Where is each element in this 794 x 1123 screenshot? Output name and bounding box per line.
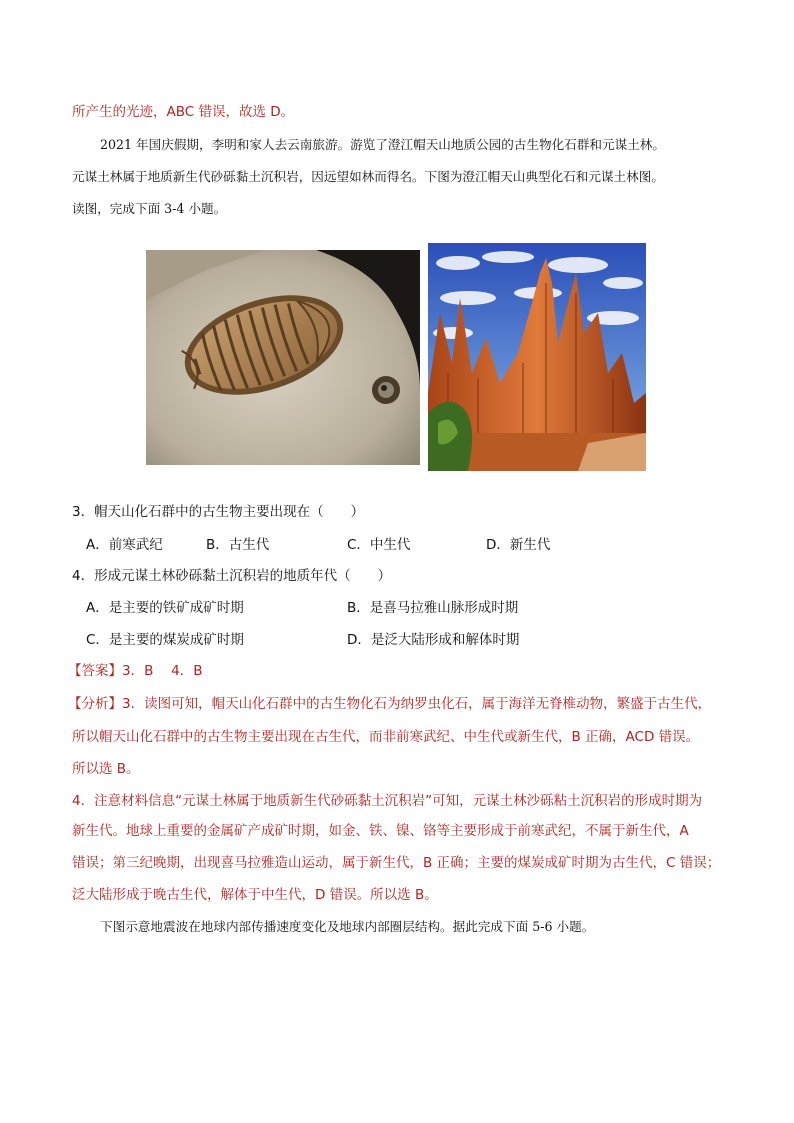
q3-option-c: C．中生代	[347, 537, 411, 553]
q4-stem: 4．形成元谋土林砂砾黏土沉积岩的地质年代（ ）	[72, 568, 392, 584]
q4-option-d: D．是泛大陆形成和解体时期	[347, 632, 520, 648]
analysis-line-6: 错误；第三纪晚期，出现喜马拉雅造山运动，属于新生代，B 正确；主要的煤炭成矿时期为古生代，C 错误；	[72, 855, 721, 871]
analysis-line-5: 新生代。地球上重要的金属矿产成矿时期，如金、铁、镍、铬等主要形成于前寒武纪，不属于新生代，A	[72, 823, 689, 839]
analysis-line-2: 所以帽天山化石群中的古生物主要出现在古生代，而非前寒武纪、中生代或新生代，B 正确，ACD 错误。	[72, 729, 700, 745]
analysis-line-4: 4．注意材料信息“元谋土林属于地质新生代砂砾黏土沉积岩”可知，元谋土林沙砾粘土沉积岩的形成时期为	[72, 793, 703, 809]
answer-line	[68, 661, 203, 681]
q3-option-a: A．前寒武纪	[86, 537, 163, 553]
q3-option-b: B．古生代	[206, 537, 270, 553]
analysis-tag: 【分析】	[68, 696, 122, 712]
analysis-line-3: 所以选 B。	[72, 761, 140, 777]
q4-option-a: A．是主要的铁矿成矿时期	[86, 600, 244, 616]
answer-tag: 【答案】	[68, 663, 122, 679]
q3-option-d: D．新生代	[486, 537, 551, 553]
analysis-line-7: 泛大陆形成于晚古生代，解体于中生代，D 错误。所以选 B。	[72, 887, 438, 903]
analysis-line-1	[68, 694, 711, 714]
passage-line-3: 读图，完成下面 3-4 小题。	[72, 201, 227, 216]
q4-option-c: C．是主要的煤炭成矿时期	[86, 632, 244, 648]
next-passage-text: 下图示意地震波在地球内部传播速度变化及地球内部圈层结构。据此完成下面 5-6 小题。	[100, 919, 595, 934]
answer-text: 3．B 4．B	[122, 663, 203, 679]
intro-tail-text: 所产生的光迹，ABC 错误，故选 D。	[72, 104, 295, 120]
q4-option-b: B．是喜马拉雅山脉形成时期	[347, 600, 519, 616]
passage-line-1: 2021 年国庆假期，李明和家人去云南旅游。游览了澄江帽天山地质公园的古生物化石群和元谋土林。	[100, 137, 665, 152]
passage-line-2: 元谋土林属于地质新生代砂砾黏土沉积岩，因远望如林而得名。下图为澄江帽天山典型化石和元谋土林图。	[72, 169, 664, 184]
yuanmou-earth-forest-image	[428, 243, 646, 471]
q3-stem: 3．帽天山化石群中的古生物主要出现在（ ）	[72, 504, 365, 520]
trilobite-fossil-image	[146, 250, 420, 465]
analysis-text-1: 3．读图可知，帽天山化石群中的古生物化石为纳罗虫化石，属于海洋无脊椎动物，繁盛于古生代，	[122, 696, 712, 712]
